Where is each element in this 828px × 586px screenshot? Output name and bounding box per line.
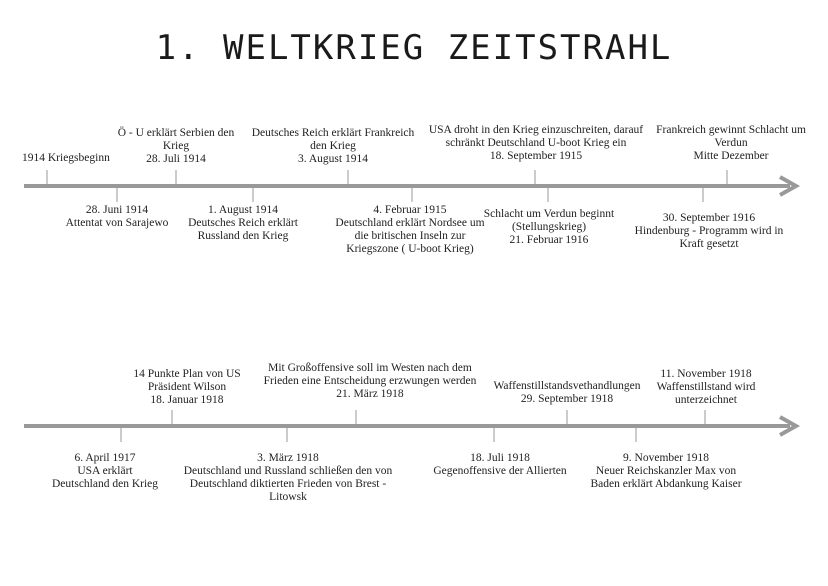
event-29-september-1918: Waffenstillstandsvethandlungen 29. September 1918 [493,380,641,405]
event-18-juli-1918: 18. Juli 1918 Gegenoffensive der Allierten [433,452,567,477]
event-1914-kriegsbeginn: 1914 Kriegsbeginn [22,152,110,164]
event-18-januar-1918: 14 Punkte Plan von US Präsident Wilson 18. Januar 1918 [133,368,241,406]
page-title: 1. WELTKRIEG ZEITSTRAHL [155,28,673,68]
event-1-august-1914: 1. August 1914 Deutsches Reich erklärt Russland den Krieg [188,204,298,242]
event-mitte-dezember: Frankreich gewinnt Schlacht um Verdun Mitte Dezember [656,124,806,162]
event-30-september-1916: 30. September 1916 Hindenburg - Programm wird in Kraft gesetzt [634,212,784,250]
event-3-maerz-1918: 3. März 1918 Deutschland und Russland schließen den von Deutschland diktierten Frieden von Brest - Litowsk [183,452,393,503]
event-18-september-1915: USA droht in den Krieg einzuschreiten, darauf schränkt Deutschland U-boot Krieg ein 18. September 1915 [428,124,644,162]
event-28-juni-1914: 28. Juni 1914 Attentat von Sarajewo [65,204,169,229]
event-21-februar-1916: Schlacht um Verdun beginnt (Stellungskrieg) 21. Februar 1916 [483,208,615,246]
event-3-august-1914: Deutsches Reich erklärt Frankreich den Krieg 3. August 1914 [251,127,415,165]
event-9-november-1918: 9. November 1918 Neuer Reichskanzler Max von Baden erklärt Abdankung Kaiser [590,452,742,490]
event-21-maerz-1918: Mit Großoffensive soll im Westen nach dem Frieden eine Entscheidung erzwungen werden 21. März 1918 [263,362,477,400]
event-6-april-1917: 6. April 1917 USA erklärt Deutschland den Krieg [51,452,159,490]
event-11-november-1918: 11. November 1918 Waffenstillstand wird unterzeichnet [656,368,756,406]
event-28-juli-1914: Ö - U erklärt Serbien den Krieg 28. Juli 1914 [117,127,235,165]
event-4-februar-1915: 4. Februar 1915 Deutschland erklärt Nordsee um die britischen Inseln zur Kriegszone ( U-boot Krieg) [335,204,485,255]
